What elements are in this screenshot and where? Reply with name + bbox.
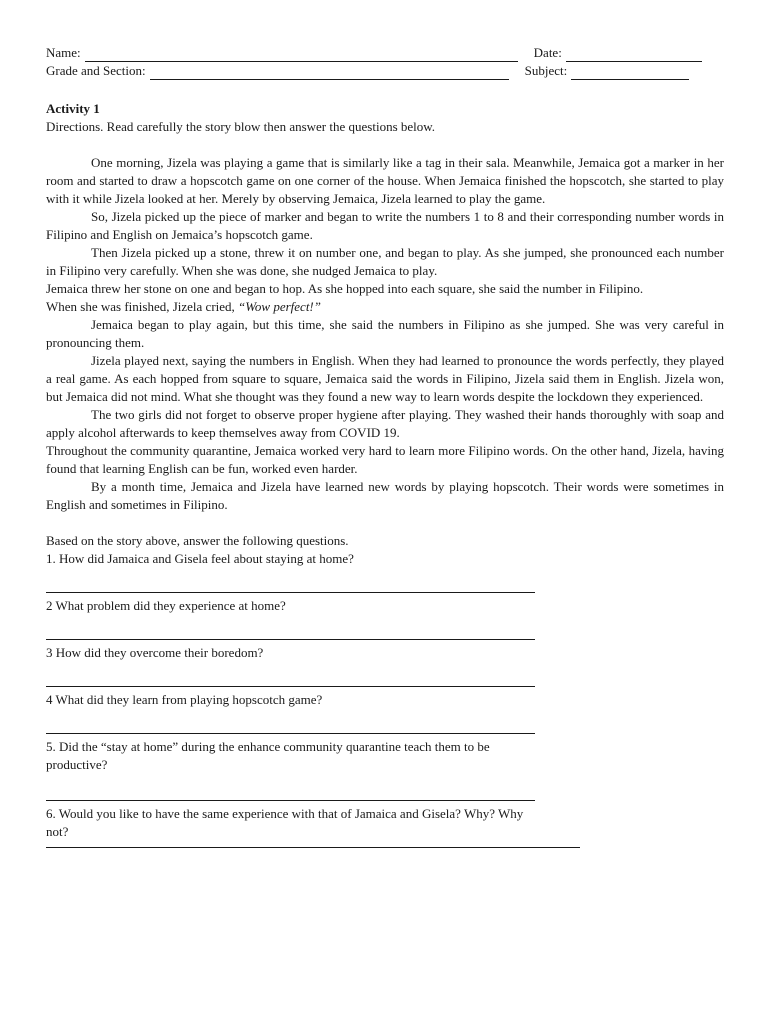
story-paragraph: Throughout the community quarantine, Jemaica worked very hard to learn more Filipino words. On the other hand, Jizela, having found that learning English can be fun, worked even harder.: [46, 443, 724, 476]
answer-line-2[interactable]: [46, 615, 535, 640]
question-6: 6. Would you like to have the same experience with that of Jamaica and Gisela? Why? Why not?: [46, 806, 524, 839]
name-label: Name:: [46, 45, 81, 60]
grade-label: Grade and Section:: [46, 63, 146, 78]
questions-intro: Based on the story above, answer the following questions.: [46, 533, 349, 548]
exclamation-lead: When she was finished, Jizela cried,: [46, 299, 239, 314]
answer-line-5[interactable]: [46, 774, 535, 801]
name-blank[interactable]: [85, 47, 518, 62]
subject-blank[interactable]: [571, 65, 689, 80]
exclamation-quote: “Wow perfect!”: [238, 299, 321, 314]
grade-blank[interactable]: [150, 65, 509, 80]
question-2: 2 What problem did they experience at home?: [46, 598, 286, 613]
story-paragraph: So, Jizela picked up the piece of marker and began to write the numbers 1 to 8 and their corresponding number words in Filipino and English on Jemaica’s hopscotch game.: [46, 209, 724, 242]
answer-line-1[interactable]: [46, 568, 535, 593]
story-paragraph: [46, 298, 724, 316]
answer-line-3[interactable]: [46, 662, 535, 687]
question-4: 4 What did they learn from playing hopscotch game?: [46, 692, 323, 707]
story-paragraph: One morning, Jizela was playing a game that is similarly like a tag in their sala. Meanwhile, Jemaica got a marker in her room and started to draw a hopscotch game on one corner of the house. When Jemaica finished the hopscotch, she started to play with it while Jizela looked at her. Merely by observing Jemaica, Jizela learned to play the game.: [46, 155, 724, 206]
story: [46, 154, 724, 514]
activity-title: Activity 1: [46, 101, 100, 116]
story-paragraph: The two girls did not forget to observe proper hygiene after playing. They washed their hands thoroughly with soap and apply alcohol afterwards to keep themselves away from COVID 19.: [46, 407, 724, 440]
grade-field: [46, 62, 509, 80]
question-5: 5. Did the “stay at home” during the enhance community quarantine teach them to be productive?: [46, 739, 490, 772]
question-1: 1. How did Jamaica and Gisela feel about staying at home?: [46, 551, 354, 566]
questions-section: [46, 532, 724, 848]
date-field: [534, 44, 702, 62]
question-3: 3 How did they overcome their boredom?: [46, 645, 264, 660]
answer-line-6[interactable]: [46, 841, 580, 848]
story-paragraph: Jemaica threw her stone on one and began to hop. As she hopped into each square, she said the number in Filipino.: [46, 281, 644, 296]
subject-label: Subject:: [524, 63, 568, 78]
date-blank[interactable]: [566, 47, 702, 62]
directions-text: Directions. Read carefully the story blow then answer the questions below.: [46, 119, 436, 134]
date-label: Date:: [533, 45, 562, 60]
worksheet-page: [46, 44, 724, 852]
name-field: [46, 44, 518, 62]
header-row-2: [46, 62, 724, 80]
story-paragraph: By a month time, Jemaica and Jizela have learned new words by playing hopscotch. Their words were sometimes in English and sometimes in Filipino.: [46, 479, 724, 512]
answer-line-4[interactable]: [46, 709, 535, 734]
story-paragraph: Jemaica began to play again, but this time, she said the numbers in Filipino as she jumped. She was very careful in pronouncing them.: [46, 317, 724, 350]
subject-field: [525, 62, 690, 80]
story-paragraph: Then Jizela picked up a stone, threw it on number one, and began to play. As she jumped, she pronounced each number in Filipino very carefully. When she was done, she nudged Jemaica to play.: [46, 245, 724, 278]
story-paragraph: Jizela played next, saying the numbers in English. When they had learned to pronounce the words perfectly, they played a real game. As each hopped from square to square, Jemaica said the words in Filipino, Jizela said them in English. Jizela won, but Jemaica did not mind. What she thought was they found a new way to learn words despite the lockdown they experienced.: [46, 353, 724, 404]
header-row-1: [46, 44, 724, 62]
